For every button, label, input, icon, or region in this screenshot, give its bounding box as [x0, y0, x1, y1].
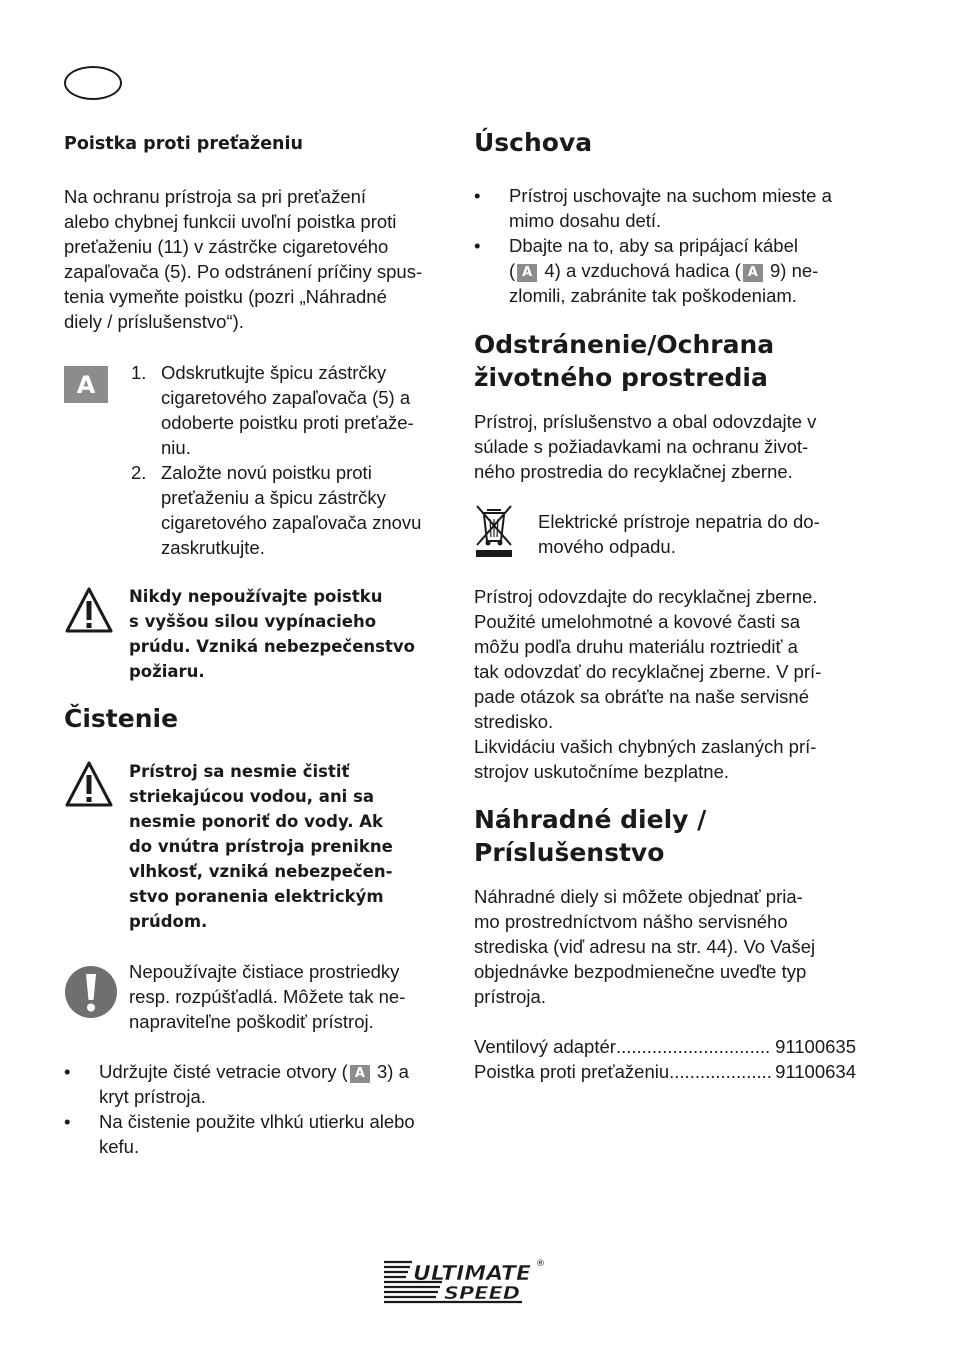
text-span: 9) ne- [764, 260, 819, 281]
text-line: strediska (viď adresu na str. 44). Vo Vašej [474, 936, 816, 957]
heading-line: Odstránenie/Ochrana [474, 330, 775, 359]
bullet-icon: • [474, 185, 481, 206]
text-line: preťaženiu a špicu zástrčky [161, 487, 386, 508]
text-line: kefu. [99, 1136, 140, 1157]
text-line: stredisko. [474, 711, 554, 732]
text-line: strojov uskutočníme bezplatne. [474, 761, 730, 782]
weee-text [538, 509, 868, 559]
text-line: niu. [161, 437, 191, 458]
text-line: stvo poranenia elektrickým [129, 887, 384, 906]
bullet-icon: • [474, 235, 481, 256]
logo-text-line2: SPEED [444, 1283, 521, 1304]
figure-a-badge: A [64, 366, 108, 403]
list-item [64, 1059, 459, 1109]
heading-line: životného prostredia [474, 363, 768, 392]
language-badge-oval [64, 66, 122, 100]
text-line: ného prostredia do recyklačnej zberne. [474, 461, 793, 482]
bullet-icon: • [64, 1111, 71, 1132]
text-line: do vnútra prístroja prenikne [129, 837, 393, 856]
text-span: ( [509, 260, 516, 281]
cleaning-notice-text [129, 959, 459, 1034]
section-parts [474, 803, 874, 869]
storage-heading: Úschova [474, 128, 593, 157]
text-line: Likvidáciu vašich chybných zaslaných prí- [474, 736, 817, 757]
list-item [474, 183, 869, 233]
part-number: 91100634 [775, 1061, 856, 1082]
text-span: 4) a vzduchová hadica ( [539, 260, 741, 281]
text-line: zaskrutkujte. [161, 537, 265, 558]
text-line: Prístroj, príslušenstvo a obal odovzdajte v [474, 411, 817, 432]
list-item [64, 1109, 459, 1159]
cleaning-warning-text [129, 759, 459, 934]
bullet-icon: • [64, 1061, 71, 1082]
section-cleaning [64, 702, 454, 735]
ultimate-speed-logo [382, 1256, 546, 1306]
text-line: resp. rozpúšťadlá. Môžete tak ne- [129, 986, 406, 1007]
step-item [131, 360, 456, 460]
text-line: cigaretového zapaľovača (5) a [161, 387, 411, 408]
heading-line: Náhradné diely / [474, 805, 707, 834]
overload-paragraph [64, 184, 459, 334]
text-line: Prístroj sa nesmie čistiť [129, 762, 350, 781]
heading-line: Príslušenstvo [474, 838, 665, 867]
text-line: prístroja. [474, 986, 546, 1007]
step-item [131, 460, 456, 560]
text-line: Nikdy nepoužívajte poistku [129, 587, 383, 606]
text-line: mimo dosahu detí. [509, 210, 662, 231]
text-line: Na ochranu prístroja sa pri preťažení [64, 186, 367, 207]
step-number: 2. [131, 462, 147, 483]
disposal-paragraph-1 [474, 409, 869, 484]
text-line: Založte novú poistku proti [161, 462, 372, 483]
section-storage [474, 126, 864, 159]
cleaning-heading: Čistenie [64, 704, 179, 733]
text-line: pade otázok sa obráťte na naše servisné [474, 686, 810, 707]
text-line: Náhradné diely si môžete objednať pria- [474, 886, 803, 907]
text-line: cigaretového zapaľovača znovu [161, 512, 422, 533]
leader-dots [669, 1059, 771, 1084]
exclamation-circle-icon [64, 965, 118, 1019]
text-line: tak odovzdať do recyklačnej zberne. V prí- [474, 661, 822, 682]
text-line: alebo chybnej funkcii uvoľní poistka proti [64, 211, 397, 232]
disposal-heading [474, 328, 874, 394]
overload-heading: Poistka proti preťaženiu [64, 134, 303, 154]
text-line: tenia vymeňte poistku (pozri „Náhradné [64, 286, 387, 307]
parts-paragraph [474, 884, 869, 1009]
text-line: Odskrutkujte špicu zástrčky [161, 362, 387, 383]
warning-triangle-icon [64, 586, 114, 636]
part-name: Poistka proti preťaženiu [474, 1061, 670, 1082]
text-line: Prístroj odovzdajte do recyklačnej zberne. [474, 586, 818, 607]
registered-mark: ® [536, 1259, 545, 1269]
text-line: zapaľovača (5). Po odstránení príčiny spus- [64, 261, 423, 282]
section-disposal [474, 328, 874, 394]
overload-warning-text [129, 584, 459, 684]
text-line: s vyššou silou vypínacieho [129, 612, 377, 631]
storage-bullets [474, 183, 869, 308]
text-line: Dbajte na to, aby sa pripájací kábel [509, 235, 798, 256]
cleaning-bullets [64, 1059, 459, 1159]
text-line: diely / príslušenstvo“). [64, 311, 244, 332]
parts-list [474, 1034, 856, 1084]
text-line [509, 258, 869, 283]
section-overload [64, 132, 454, 156]
parts-list-item [474, 1059, 856, 1084]
figure-a-badge: A [517, 264, 537, 282]
text-line: odoberte poistku proti preťaže- [161, 412, 414, 433]
step-number: 1. [131, 362, 147, 383]
text-line: nesmie ponoriť do vody. Ak [129, 812, 383, 831]
text-line: mového odpadu. [538, 536, 676, 557]
text-line: Elektrické prístroje nepatria do do- [538, 511, 820, 532]
figure-a-badge: A [350, 1065, 370, 1083]
disposal-paragraph-2 [474, 584, 869, 784]
text-line: vlhkosť, vzniká nebezpečen- [129, 862, 393, 881]
text-line: súlade s požiadavkami na ochranu život- [474, 436, 809, 457]
overload-steps [131, 360, 456, 560]
leader-dots [616, 1034, 771, 1059]
text-span: 3) a [371, 1061, 409, 1082]
crossed-out-bin-icon [474, 503, 514, 559]
warning-triangle-icon [64, 760, 114, 810]
text-line: Nepoužívajte čistiace prostriedky [129, 961, 400, 982]
part-number: 91100635 [775, 1036, 856, 1057]
text-line: napraviteľne poškodiť prístroj. [129, 1011, 374, 1032]
text-line: mo prostredníctvom nášho servisného [474, 911, 788, 932]
parts-heading [474, 803, 874, 869]
parts-list-item [474, 1034, 856, 1059]
text-line: prúdom. [129, 912, 208, 931]
text-line: prúdu. Vzniká nebezpečenstvo [129, 637, 415, 656]
part-name: Ventilový adaptér [474, 1036, 616, 1057]
text-line: môžu podľa druhu materiálu roztriediť a [474, 636, 798, 657]
text-line: striekajúcou vodou, ani sa [129, 787, 375, 806]
list-item [474, 233, 869, 308]
text-line: zlomili, zabránite tak poškodeniam. [509, 285, 797, 306]
text-line: objednávke bezpodmienečne uveďte typ [474, 961, 807, 982]
text-span: Udržujte čisté vetracie otvory ( [99, 1061, 348, 1082]
text-line: požiaru. [129, 662, 205, 681]
text-line: kryt prístroja. [99, 1086, 206, 1107]
text-line: Použité umelohmotné a kovové časti sa [474, 611, 800, 632]
text-line: Prístroj uschovajte na suchom mieste a [509, 185, 832, 206]
figure-a-badge: A [743, 264, 763, 282]
text-line: Na čistenie použite vlhkú utierku alebo [99, 1111, 415, 1132]
logo-text-line1: ULTIMATE [413, 1261, 532, 1285]
text-line: preťaženiu (11) v zástrčke cigaretového [64, 236, 389, 257]
